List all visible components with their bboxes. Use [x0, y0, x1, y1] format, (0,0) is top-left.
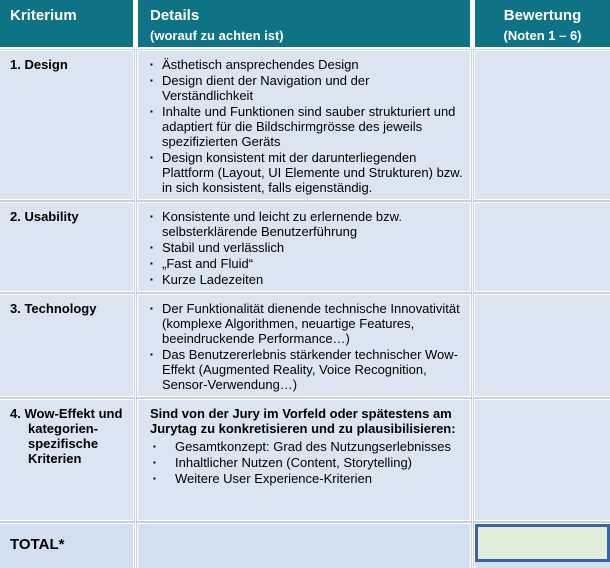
- bullet-icon: ▪: [150, 107, 153, 116]
- bullet-text: Der Funktionalität dienende technische Innovativität (komplexe Algorithmen, neuartige Features, beeindruckende Performance…): [162, 301, 460, 346]
- bullet-item: [150, 471, 464, 486]
- rating-cell: [475, 400, 610, 520]
- bullet-icon: ▪: [150, 275, 153, 284]
- bullet-item: [150, 57, 464, 72]
- bullet-icon: ▪: [150, 350, 153, 359]
- criteria-row: [0, 51, 610, 199]
- criteria-row: [0, 400, 610, 520]
- bullet-icon: ▪: [150, 212, 153, 221]
- header-bewertung-sublabel: (Noten 1 – 6): [503, 28, 582, 43]
- details-cell: [138, 295, 470, 396]
- header-kriterium-label: Kriterium: [10, 7, 77, 24]
- criteria-row: [0, 295, 610, 396]
- header-details-sublabel: (worauf zu achten ist): [150, 28, 284, 43]
- bullet-item: [150, 439, 464, 454]
- total-score-input[interactable]: [475, 524, 610, 562]
- details-cell: [138, 400, 470, 520]
- rating-cell: [475, 295, 610, 396]
- bullet-icon: ▪: [150, 304, 153, 313]
- rating-cell: [475, 203, 610, 291]
- total-row: [0, 524, 610, 568]
- criteria-rows: [0, 51, 610, 520]
- bullet-text: Das Benutzererlebnis stärkender technischer Wow-Effekt (Augmented Reality, Voice Recognition, Sensor-Verwendung…): [162, 347, 459, 392]
- total-section: [0, 524, 610, 568]
- table-header-row: [0, 0, 610, 47]
- bullet-text: Weitere User Experience-Kriterien: [175, 471, 372, 486]
- bullet-icon: ▪: [150, 60, 153, 69]
- criterion-cell: [0, 203, 133, 291]
- bullet-text: Inhalte und Funktionen sind sauber strukturiert und adaptiert für die Bildschirmgrösse des jeweils spezifizierten Geräts: [162, 104, 456, 149]
- header-bewertung-label: Bewertung: [503, 7, 582, 24]
- bullet-text: Inhaltlicher Nutzen (Content, Storytelling): [175, 455, 413, 470]
- criterion-label: 4. Wow-Effekt und kategorien-spezifische Kriterien: [10, 406, 123, 466]
- criterion-cell: [0, 295, 133, 396]
- header-kriterium: [0, 0, 133, 47]
- bullet-item: [150, 73, 464, 103]
- total-label: TOTAL*: [10, 536, 65, 553]
- total-label-cell: [0, 524, 133, 568]
- header-bewertung: [475, 0, 610, 47]
- criteria-row: [0, 203, 610, 291]
- bullet-icon: ▪: [150, 243, 153, 252]
- criterion-cell: [0, 400, 133, 520]
- criterion-label: 3. Technology: [10, 301, 97, 316]
- bullet-item: [150, 209, 464, 239]
- total-rating-cell: [475, 524, 610, 568]
- bullet-icon: ▪: [150, 259, 153, 268]
- bullet-text: Design dient der Navigation und der Verständlichkeit: [162, 73, 370, 103]
- bullet-item: [150, 240, 464, 255]
- bullet-icon: ▪: [150, 76, 153, 85]
- bullet-text: Stabil und verlässlich: [162, 240, 285, 255]
- rating-cell: [475, 51, 610, 199]
- bullet-item: [150, 256, 464, 271]
- bullet-text: Gesamtkonzept: Grad des Nutzungserlebnisses: [175, 439, 452, 454]
- bullet-icon: ▪: [153, 458, 156, 467]
- bullet-item: [150, 347, 464, 392]
- details-intro: Sind von der Jury im Vorfeld oder spätestens am Jurytag zu konkretisieren und zu plausibilisieren:: [150, 406, 456, 436]
- bullet-item: [150, 301, 464, 346]
- bullet-item: [150, 104, 464, 149]
- bullet-item: [150, 272, 464, 287]
- total-details-cell: [138, 524, 470, 568]
- header-details: [138, 0, 470, 47]
- criterion-cell: [0, 51, 133, 199]
- bullet-text: Ästhetisch ansprechendes Design: [162, 57, 359, 72]
- bullet-icon: ▪: [153, 442, 156, 451]
- bullet-text: Kurze Ladezeiten: [162, 272, 264, 287]
- bullet-icon: ▪: [150, 153, 153, 162]
- details-cell: [138, 203, 470, 291]
- details-cell: [138, 51, 470, 199]
- criterion-label: 2. Usability: [10, 209, 79, 224]
- bullet-text: Design konsistent mit der darunterliegenden Plattform (Layout, UI Elemente und Strukturen) bzw. in sich konsistent, falls eigenständig.: [162, 150, 463, 195]
- criterion-label: 1. Design: [10, 57, 68, 72]
- bullet-item: [150, 150, 464, 195]
- bullet-text: „Fast and Fluid“: [162, 256, 254, 271]
- bullet-item: [150, 455, 464, 470]
- header-details-label: Details: [150, 7, 200, 24]
- bullet-text: Konsistente und leicht zu erlernende bzw. selbsterklärende Benutzerführung: [162, 209, 402, 239]
- bullet-icon: ▪: [153, 474, 156, 483]
